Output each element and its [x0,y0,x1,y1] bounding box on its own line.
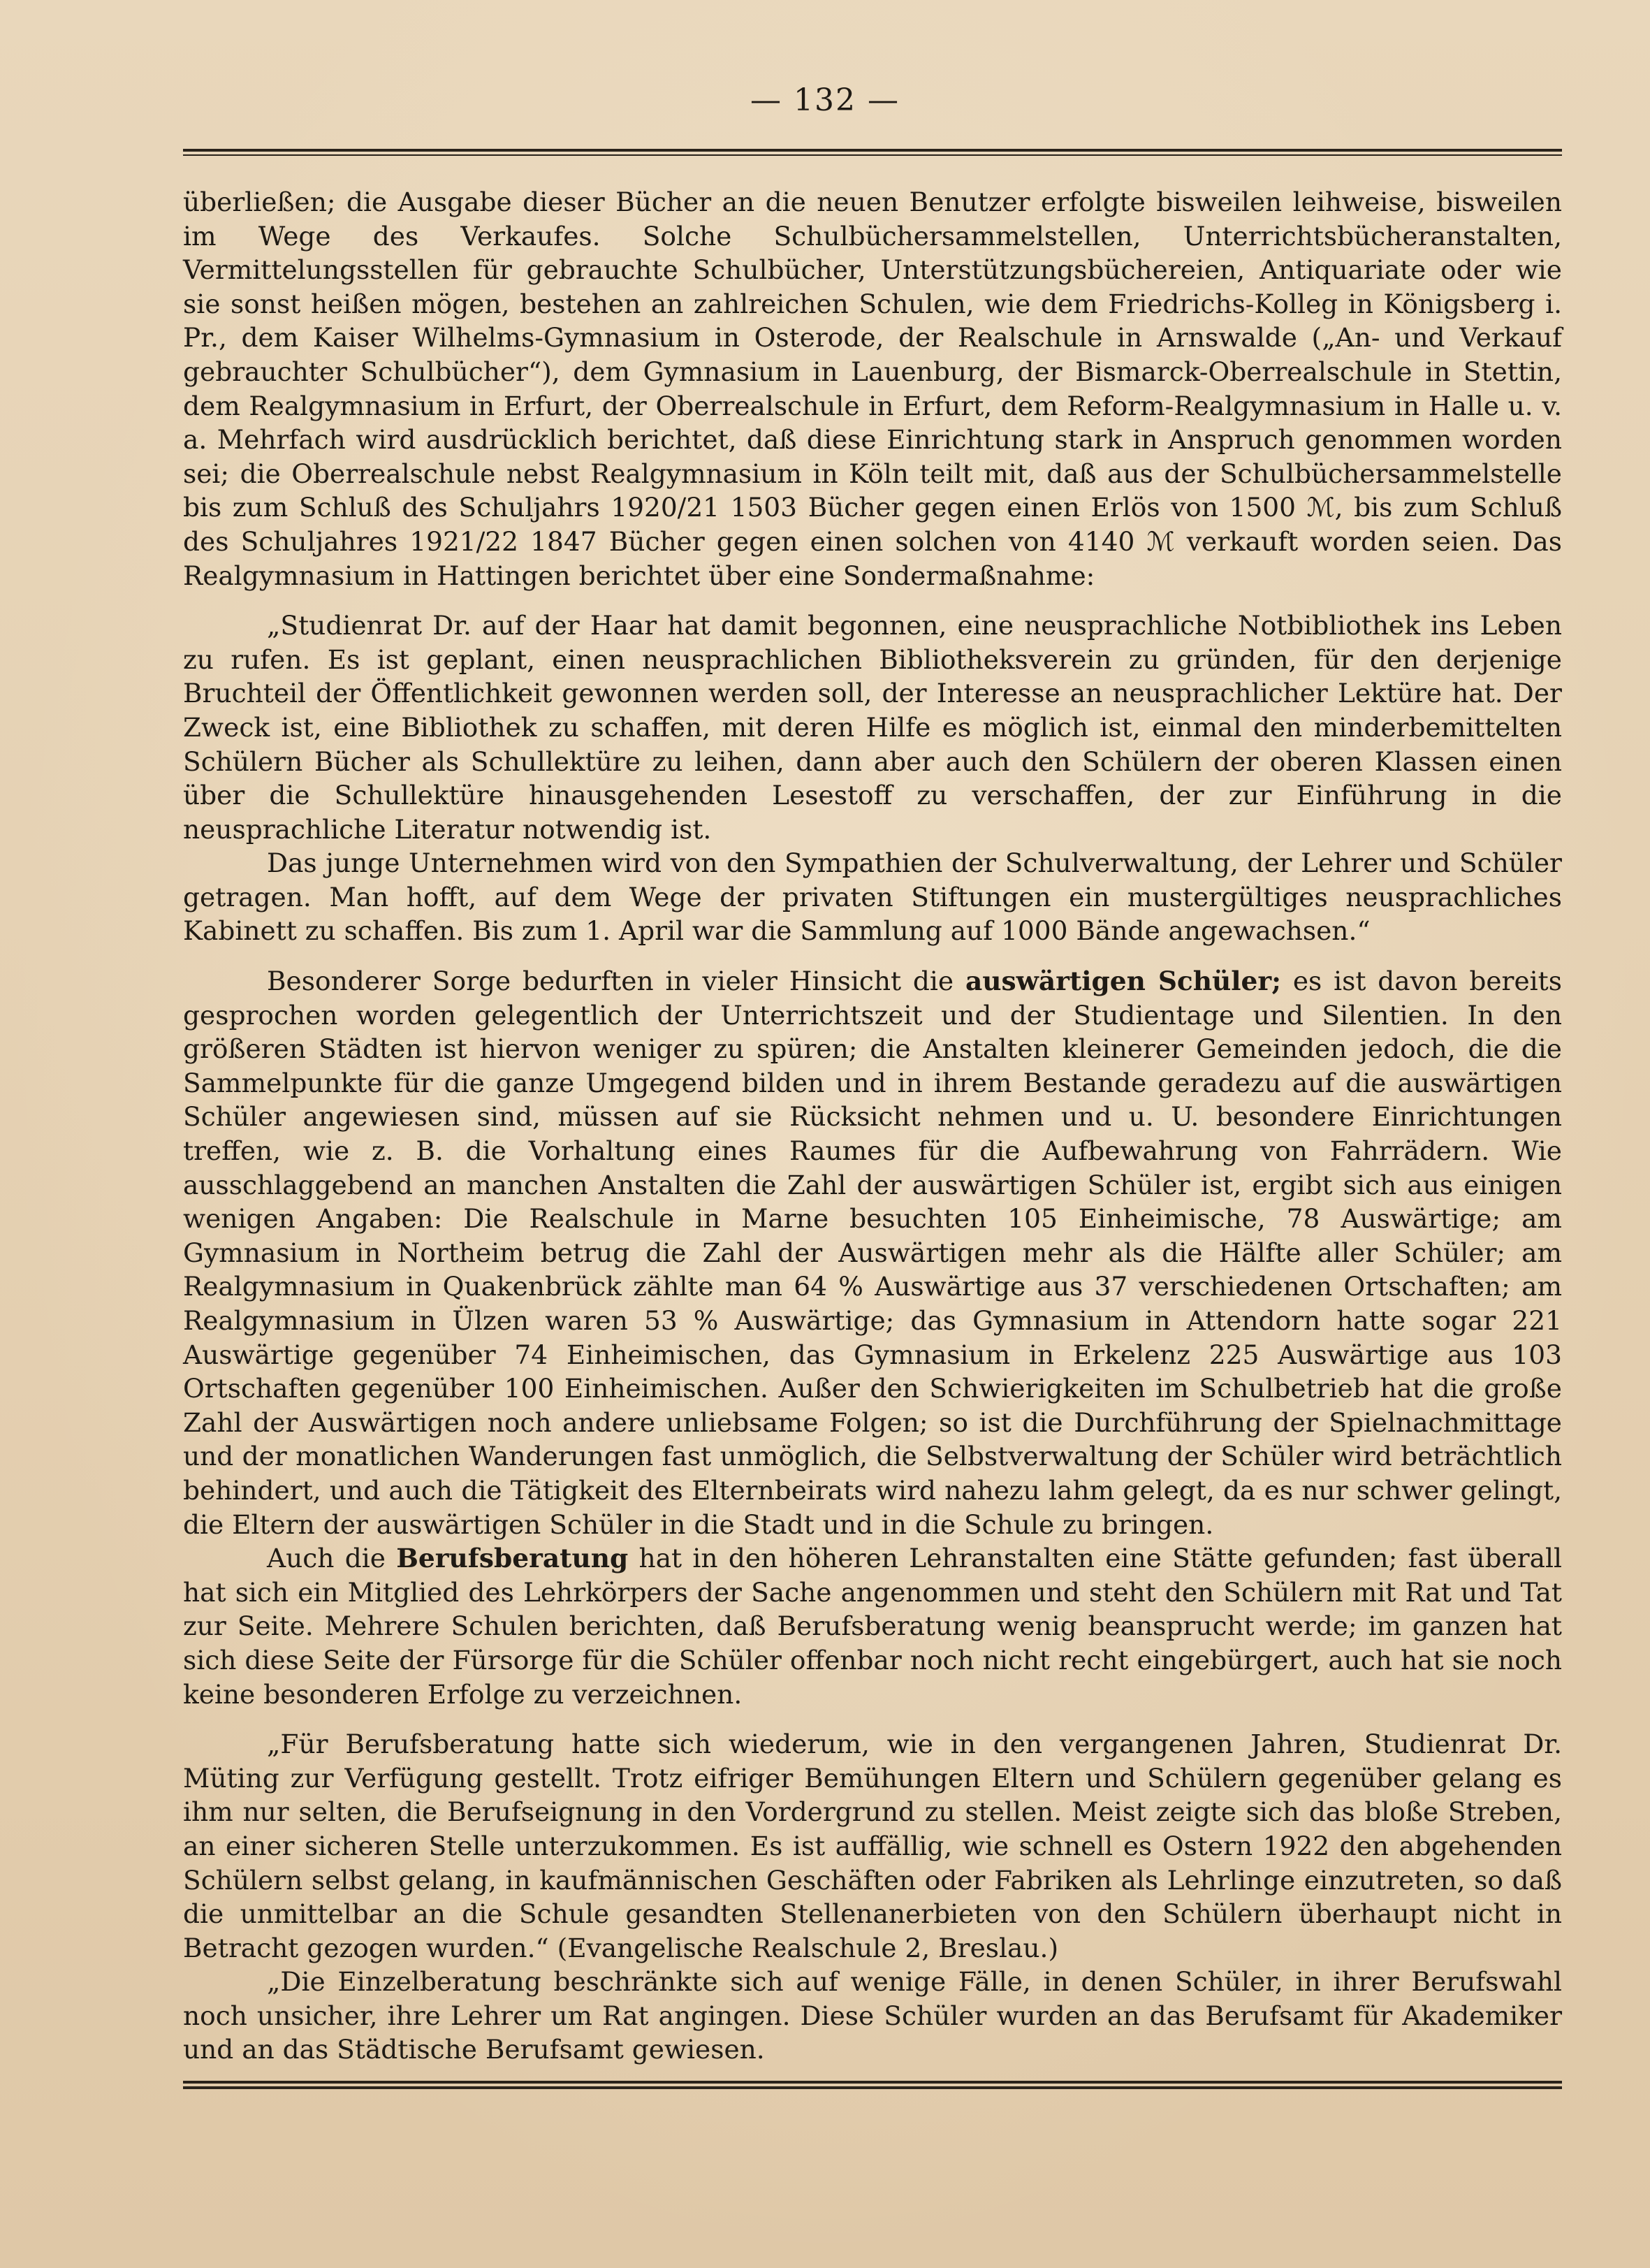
paragraph-5-start: Auch die [267,1543,397,1574]
paragraph-6-quote: „Für Berufsberatung hatte sich wiederum, wie in den vergangenen Jahren, Studienrat Dr. Müting zur Verfügung gestellt. Trotz eifriger Bemühungen Eltern und Schülern gegenüber gelang es ihm nur selten, die Berufseignung in den Vordergrund zu stellen. Meist zeigte sich das bloße Streben, an einer sicheren Stelle unterzukommen. Es ist auffällig, wie schnell es Ostern 1922 den abgehenden Schülern selbst gelang, in kaufmännischen Geschäften oder Fabriken als Lehrlinge einzutreten, so daß die unmittelbar an die Schule gesandten Stellenanerbieten von den Schülern überhaupt nicht in Betracht gezogen wurden.“ (Evangelische Realschule 2, Breslau.) [183,1729,1562,1963]
body-text [183,185,1562,2067]
paragraph-1: überließen; die Ausgabe dieser Bücher an die neuen Benutzer erfolgte bisweilen leihweise, bisweilen im Wege des Verkaufes. Solche Schulbüchersammelstellen, Unterrichtsbücheranstalten, Vermittelungsstellen für gebrauchte Schulbücher, Unterstützungsbüchereien, Antiquariate oder wie sie sonst heißen mögen, bestehen an zahlreichen Schulen, wie dem Friedrichs-Kolleg in Königsberg i. Pr., dem Kaiser Wilhelms-Gymnasium in Osterode, der Realschule in Arnswalde („An- und Verkauf gebrauchter Schulbücher“), dem Gymnasium in Lauenburg, der Bismarck-Oberrealschule in Stettin, dem Realgymnasium in Erfurt, der Oberrealschule in Erfurt, dem Reform-Realgymnasium in Halle u. v. a. Mehrfach wird ausdrücklich berichtet, daß diese Einrichtung stark in Anspruch genommen worden sei; die Oberrealschule nebst Realgymnasium in Köln teilt mit, daß aus der Schulbüchersammelstelle bis zum Schluß des Schuljahrs 1920/21 1503 Bücher gegen einen Erlös von 1500 ℳ, bis zum Schluß des Schuljahres 1921/22 1847 Bücher gegen einen solchen von 4140 ℳ verkauft worden seien. Das Realgymnasium in Hattingen berichtet über eine Sondermaßnahme: [183,187,1562,591]
paragraph-5-rest: hat in den höheren Lehranstalten eine Stätte gefunden; fast überall hat sich ein Mitglied des Lehrkörpers der Sache angenommen und steht den Schülern mit Rat und Tat zur Seite. Mehrere Schulen berichten, daß Berufsberatung wenig beansprucht werde; im ganzen hat sich diese Seite der Fürsorge für die Schüler offenbar noch nicht recht eingebürgert, auch hat sie noch keine besonderen Erfolge zu verzeichnen. [183,1543,1563,1710]
paragraph-3-quote: Das junge Unternehmen wird von den Sympathien der Schulverwaltung, der Lehrer und Schüler getragen. Man hofft, auf dem Wege der privaten Stiftungen ein mustergültiges neusprachliches Kabinett zu schaffen. Bis zum 1. April war die Sammlung auf 1000 Bände angewachsen.“ [183,848,1562,947]
paragraph-4-start: Besonderer Sorge bedurften in vieler Hinsicht die [267,966,965,997]
paragraph-2-quote: „Studienrat Dr. auf der Haar hat damit begonnen, eine neusprachliche Notbibliothek ins Leben zu rufen. Es ist geplant, einen neusprachlichen Bibliotheksverein zu gründen, für den derjenige Bruchteil der Öffentlichkeit gewonnen werden soll, der Interesse an neusprachlicher Lektüre hat. Der Zweck ist, eine Bibliothek zu schaffen, mit deren Hilfe es möglich ist, einmal den minderbemittelten Schülern Bücher als Schullektüre zu leihen, dann aber auch den Schülern der oberen Klassen einen über die Schullektüre hinausgehenden Lesestoff zu verschaffen, der zur Einführung in die neusprachliche Literatur notwendig ist. [183,610,1562,845]
page-number: — 132 — [750,82,900,118]
paragraph-4 [183,964,1562,1541]
footer-rule [183,2081,1562,2089]
paragraph-7-quote: „Die Einzelberatung beschränkte sich auf wenige Fälle, in denen Schüler, in ihrer Berufswahl noch unsicher, ihre Lehrer um Rat angingen. Diese Schüler wurden an das Berufsamt für Akademiker und an das Städtische Berufsamt gewiesen. [183,1966,1562,2065]
emphasis-berufsberatung: Berufsberatung [396,1543,629,1574]
emphasis-auswaertige-schueler: auswärtigen Schüler; [965,966,1281,997]
paragraph-5 [183,1541,1562,1711]
paragraph-4-rest: es ist davon bereits gesprochen worden gelegentlich der Unterrichtszeit und der Studientage und Silentien. In den größeren Städten ist hiervon weniger zu spüren; die Anstalten kleinerer Gemeinden jedoch, die die Sammelpunkte für die ganze Umgegend bilden und in ihrem Bestande geradezu auf die auswärtigen Schüler angewiesen sind, müssen auf sie Rücksicht nehmen und u. U. besondere Einrichtungen treffen, wie z. B. die Vorhaltung eines Raumes für die Aufbewahrung von Fahrrädern. Wie ausschlaggebend an manchen Anstalten die Zahl der auswärtigen Schüler ist, ergibt sich aus einigen wenigen Angaben: Die Realschule in Marne besuchten 105 Einheimische, 78 Auswärtige; am Gymnasium in Northeim betrug die Zahl der Auswärtigen mehr als die Hälfte aller Schüler; am Realgymnasium in Quakenbrück zählte man 64 % Auswärtige aus 37 verschiedenen Ortschaften; am Realgymnasium in Ülzen waren 53 % Auswärtige; das Gymnasium in Attendorn hatte sogar 221 Auswärtige gegenüber 74 Einheimischen, das Gymnasium in Erkelenz 225 Auswärtige aus 103 Ortschaften gegenüber 100 Einheimischen. Außer den Schwierigkeiten im Schulbetrieb hat die große Zahl der Auswärtigen noch andere unliebsame Folgen; so ist die Durchführung der Spielnachmittage und der monatlichen Wanderungen fast unmöglich, die Selbstverwaltung der Schüler wird beträchtlich behindert, und auch die Tätigkeit des Elternbeirats wird nahezu lahm gelegt, da es nur schwer gelingt, die Eltern der auswärtigen Schüler in die Stadt und in die Schule zu bringen. [183,966,1562,1540]
header-rule [183,149,1562,156]
